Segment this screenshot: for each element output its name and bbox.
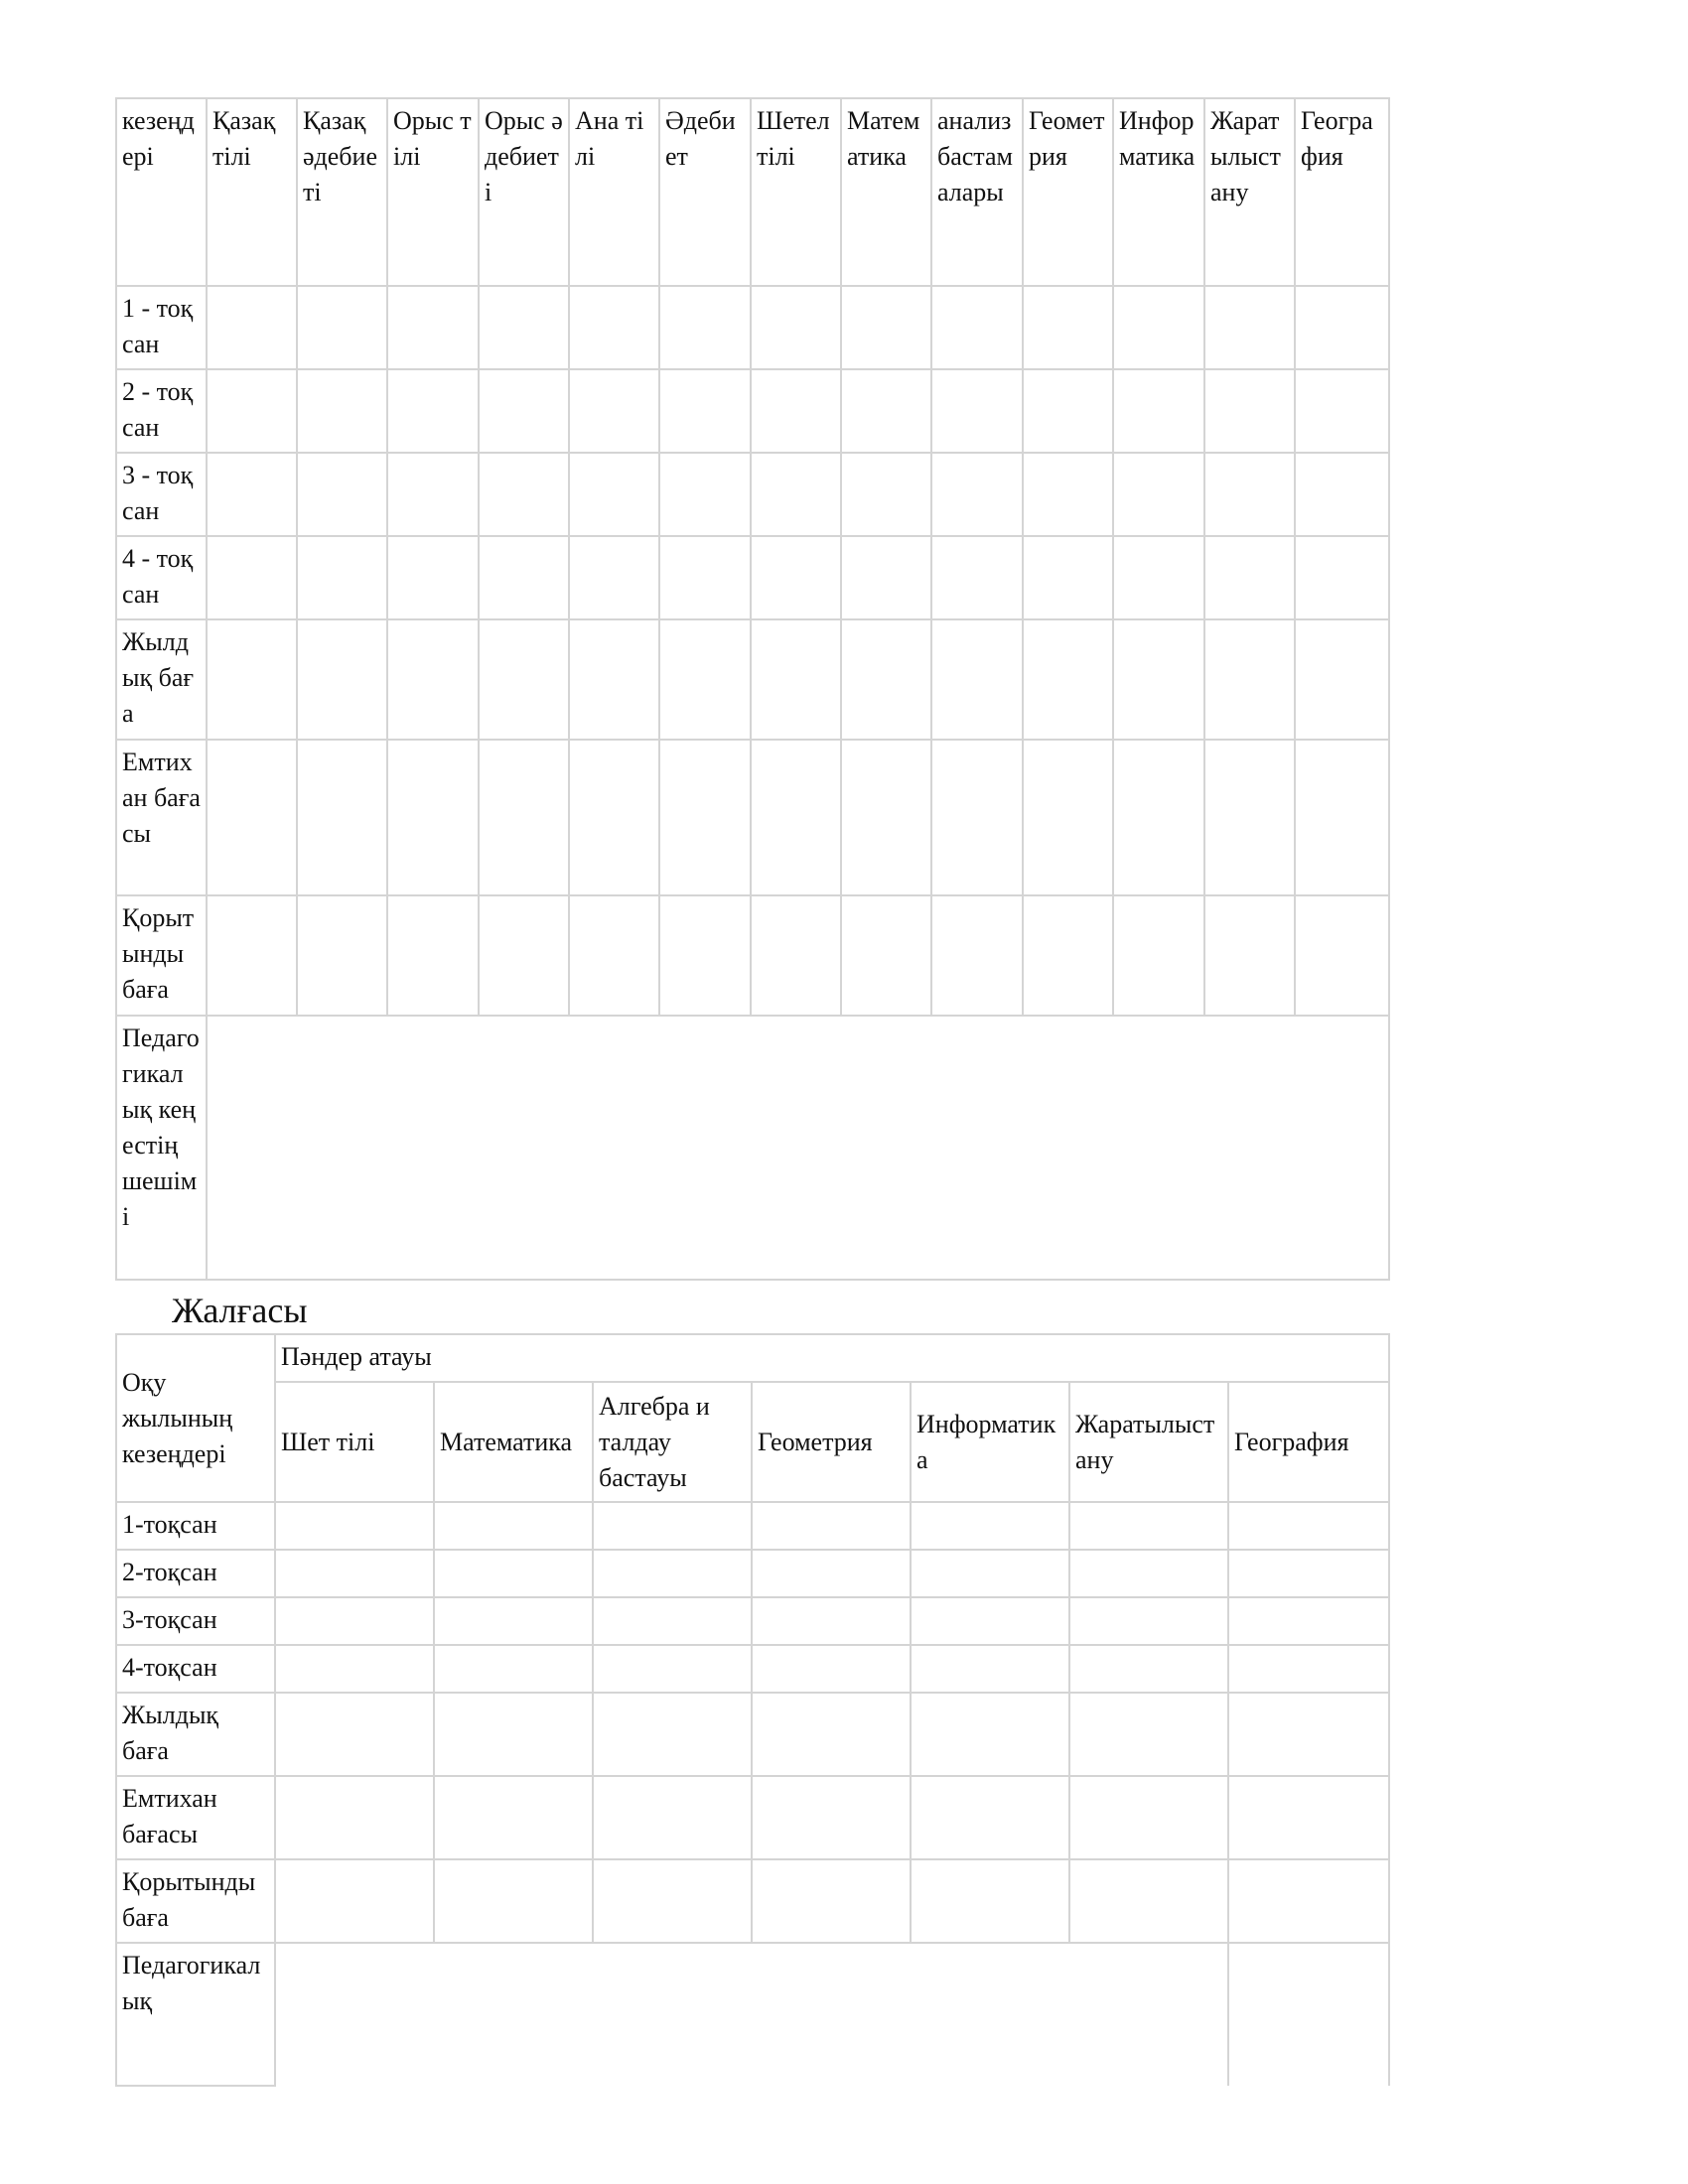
grade-cell	[1204, 369, 1295, 453]
continuation-title: Жалғасы	[172, 1291, 308, 1330]
grade-cell	[479, 619, 569, 740]
grade-cell	[297, 286, 387, 369]
grade-cell	[434, 1597, 593, 1645]
row-label: Жылдық баға	[116, 1693, 275, 1776]
grade-cell	[1069, 1502, 1228, 1550]
grade-cell	[659, 619, 751, 740]
grade-cell	[1113, 619, 1204, 740]
grade-cell	[1204, 619, 1295, 740]
grade-cell	[931, 895, 1023, 1016]
grade-cell	[1069, 1859, 1228, 1943]
grade-cell	[207, 536, 297, 619]
grade-cell	[207, 369, 297, 453]
row-label: Емтихан бағасы	[116, 740, 207, 895]
grade-cell	[1023, 740, 1113, 895]
row-label: 2-тоқсан	[116, 1550, 275, 1597]
table-row	[116, 1550, 1389, 1597]
row-label: 3-тоқсан	[116, 1597, 275, 1645]
header-cell: Жаратылыстану	[1204, 98, 1295, 286]
grade-cell	[207, 740, 297, 895]
grade-cell	[275, 1859, 434, 1943]
grade-cell	[1069, 1776, 1228, 1859]
grade-cell	[1113, 740, 1204, 895]
grade-cell	[1295, 895, 1389, 1016]
grade-cell	[1228, 1859, 1389, 1943]
grade-cell	[1113, 453, 1204, 536]
table-row	[116, 536, 1389, 619]
grade-cell	[387, 740, 479, 895]
grade-cell	[1113, 895, 1204, 1016]
grade-cell	[1228, 1502, 1389, 1550]
subjects-header: Пәндер атауы	[275, 1334, 1389, 1382]
grade-cell	[659, 740, 751, 895]
grade-cell	[1295, 536, 1389, 619]
grade-cell	[479, 536, 569, 619]
grade-cell	[841, 536, 931, 619]
grade-cell	[275, 1550, 434, 1597]
row-label: Қорытынды баға	[116, 895, 207, 1016]
grade-cell	[569, 453, 659, 536]
grade-cell	[931, 740, 1023, 895]
grade-cell	[911, 1859, 1069, 1943]
grade-cell	[841, 453, 931, 536]
grades-table-2	[115, 1333, 1390, 2087]
grade-cell	[931, 286, 1023, 369]
grade-cell	[297, 369, 387, 453]
row-label: 1 - тоқсан	[116, 286, 207, 369]
grade-cell	[434, 1776, 593, 1859]
grade-cell	[207, 453, 297, 536]
grade-cell	[1295, 286, 1389, 369]
grade-cell	[752, 1550, 911, 1597]
grade-cell	[207, 895, 297, 1016]
row-label: 1-тоқсан	[116, 1502, 275, 1550]
grade-cell	[752, 1645, 911, 1693]
grade-cell	[434, 1693, 593, 1776]
table-row	[116, 1693, 1389, 1776]
table-row	[116, 1776, 1389, 1859]
grade-cell	[1204, 740, 1295, 895]
grade-cell	[1295, 619, 1389, 740]
grade-cell	[1295, 453, 1389, 536]
grade-cell	[297, 740, 387, 895]
grade-cell	[1113, 369, 1204, 453]
grade-cell	[297, 453, 387, 536]
grade-cell	[931, 369, 1023, 453]
grade-cell	[593, 1645, 752, 1693]
decision-cell	[1228, 1943, 1389, 2086]
grade-cell	[1023, 453, 1113, 536]
grade-cell	[1228, 1550, 1389, 1597]
grade-cell	[479, 453, 569, 536]
table-header-row	[116, 1334, 1389, 1382]
grade-cell	[275, 1502, 434, 1550]
grade-cell	[569, 740, 659, 895]
grade-cell	[752, 1859, 911, 1943]
row-label: Қорытынды баға	[116, 1859, 275, 1943]
grade-cell	[593, 1502, 752, 1550]
grade-cell	[659, 369, 751, 453]
grade-cell	[659, 453, 751, 536]
header-cell: Ана тілі	[569, 98, 659, 286]
grade-cell	[1204, 895, 1295, 1016]
table-row	[116, 1645, 1389, 1693]
header-cell: Геометрия	[1023, 98, 1113, 286]
grade-cell	[434, 1859, 593, 1943]
grade-cell	[751, 536, 841, 619]
grade-cell	[752, 1776, 911, 1859]
grade-cell	[911, 1645, 1069, 1693]
grade-cell	[434, 1502, 593, 1550]
row-label: 4-тоқсан	[116, 1645, 275, 1693]
grade-cell	[1069, 1597, 1228, 1645]
table-header-row	[116, 1382, 1389, 1502]
grade-cell	[911, 1502, 1069, 1550]
grade-cell	[387, 536, 479, 619]
grade-cell	[387, 895, 479, 1016]
grade-cell	[1023, 895, 1113, 1016]
grade-cell	[1295, 740, 1389, 895]
decision-cell	[275, 1943, 1228, 2086]
grade-cell	[1069, 1645, 1228, 1693]
grade-cell	[1228, 1645, 1389, 1693]
header-cell: Жаратылыстану	[1069, 1382, 1228, 1502]
header-cell: Информатика	[911, 1382, 1069, 1502]
grade-cell	[1023, 536, 1113, 619]
grade-cell	[751, 453, 841, 536]
decision-cell	[207, 1016, 1389, 1280]
grade-cell	[1228, 1693, 1389, 1776]
table-row	[116, 1502, 1389, 1550]
grade-cell	[1023, 619, 1113, 740]
header-cell: Қазақ әдебиеті	[297, 98, 387, 286]
grade-cell	[479, 895, 569, 1016]
header-cell: Орыс тілі	[387, 98, 479, 286]
header-cell: анализ бастамалары	[931, 98, 1023, 286]
row-label: Педагогикалық	[116, 1943, 275, 2086]
row-label: 3 - тоқсан	[116, 453, 207, 536]
grade-cell	[931, 453, 1023, 536]
table-row	[116, 1943, 1389, 2086]
table-header-row	[116, 98, 1389, 286]
grade-cell	[387, 286, 479, 369]
grade-cell	[569, 536, 659, 619]
grade-cell	[911, 1693, 1069, 1776]
row-label: 2 - тоқсан	[116, 369, 207, 453]
grade-cell	[479, 369, 569, 453]
header-cell: кезеңдері	[116, 98, 207, 286]
grade-cell	[275, 1693, 434, 1776]
row-label: 4 - тоқсан	[116, 536, 207, 619]
grade-cell	[751, 286, 841, 369]
grade-cell	[387, 369, 479, 453]
table-row	[116, 895, 1389, 1016]
row-label: Жылдық баға	[116, 619, 207, 740]
grade-cell	[752, 1502, 911, 1550]
grade-cell	[751, 740, 841, 895]
grade-cell	[841, 369, 931, 453]
table-row	[116, 740, 1389, 895]
grade-cell	[275, 1776, 434, 1859]
grade-cell	[1069, 1693, 1228, 1776]
grade-cell	[593, 1859, 752, 1943]
grade-cell	[841, 895, 931, 1016]
grade-cell	[479, 286, 569, 369]
grade-cell	[297, 895, 387, 1016]
table-row	[116, 1597, 1389, 1645]
grade-cell	[593, 1776, 752, 1859]
grade-cell	[659, 536, 751, 619]
grade-cell	[297, 619, 387, 740]
header-cell: Алгебра и талдау бастауы	[593, 1382, 752, 1502]
grade-cell	[593, 1693, 752, 1776]
table-row	[116, 1016, 1389, 1280]
header-cell: Информатика	[1113, 98, 1204, 286]
grade-cell	[1069, 1550, 1228, 1597]
grade-cell	[207, 619, 297, 740]
table-row	[116, 619, 1389, 740]
grade-cell	[841, 740, 931, 895]
grade-cell	[1228, 1597, 1389, 1645]
table-row	[116, 1859, 1389, 1943]
row-label: Емтихан бағасы	[116, 1776, 275, 1859]
grade-cell	[297, 536, 387, 619]
grade-cell	[1204, 536, 1295, 619]
grade-cell	[841, 619, 931, 740]
grade-cell	[1113, 286, 1204, 369]
grade-cell	[569, 286, 659, 369]
grade-cell	[911, 1776, 1069, 1859]
grade-cell	[207, 286, 297, 369]
grade-cell	[931, 619, 1023, 740]
grade-cell	[1023, 369, 1113, 453]
header-cell: География	[1228, 1382, 1389, 1502]
grade-cell	[1113, 536, 1204, 619]
grade-cell	[479, 740, 569, 895]
header-cell: Математика	[841, 98, 931, 286]
grade-cell	[569, 895, 659, 1016]
grade-cell	[387, 619, 479, 740]
grade-cell	[752, 1693, 911, 1776]
table-row	[116, 453, 1389, 536]
header-cell: Шетел тілі	[751, 98, 841, 286]
grade-cell	[911, 1550, 1069, 1597]
grade-cell	[593, 1550, 752, 1597]
header-cell: Қазақ тілі	[207, 98, 297, 286]
grade-cell	[1204, 286, 1295, 369]
grade-cell	[434, 1550, 593, 1597]
grade-cell	[569, 369, 659, 453]
period-header: Оқу жылының кезеңдері	[116, 1334, 275, 1502]
grade-cell	[911, 1597, 1069, 1645]
header-cell: Шет тілі	[275, 1382, 434, 1502]
header-cell: География	[1295, 98, 1389, 286]
header-cell: Геометрия	[752, 1382, 911, 1502]
header-cell: Әдебиет	[659, 98, 751, 286]
grade-cell	[752, 1597, 911, 1645]
grade-cell	[1228, 1776, 1389, 1859]
header-cell: Орыс әдебиеті	[479, 98, 569, 286]
header-cell: Математика	[434, 1382, 593, 1502]
grades-table-1	[115, 97, 1390, 1281]
grade-cell	[569, 619, 659, 740]
grade-cell	[931, 536, 1023, 619]
table-row	[116, 369, 1389, 453]
grade-cell	[659, 286, 751, 369]
grade-cell	[275, 1645, 434, 1693]
grade-cell	[434, 1645, 593, 1693]
grade-cell	[841, 286, 931, 369]
grade-cell	[593, 1597, 752, 1645]
grade-cell	[751, 895, 841, 1016]
grade-cell	[751, 619, 841, 740]
row-label: Педагогикалық кеңестің шешімі	[116, 1016, 207, 1280]
grade-cell	[1295, 369, 1389, 453]
grade-cell	[751, 369, 841, 453]
grade-cell	[275, 1597, 434, 1645]
table-row	[116, 286, 1389, 369]
grade-cell	[659, 895, 751, 1016]
grade-cell	[1204, 453, 1295, 536]
grade-cell	[1023, 286, 1113, 369]
grade-cell	[387, 453, 479, 536]
